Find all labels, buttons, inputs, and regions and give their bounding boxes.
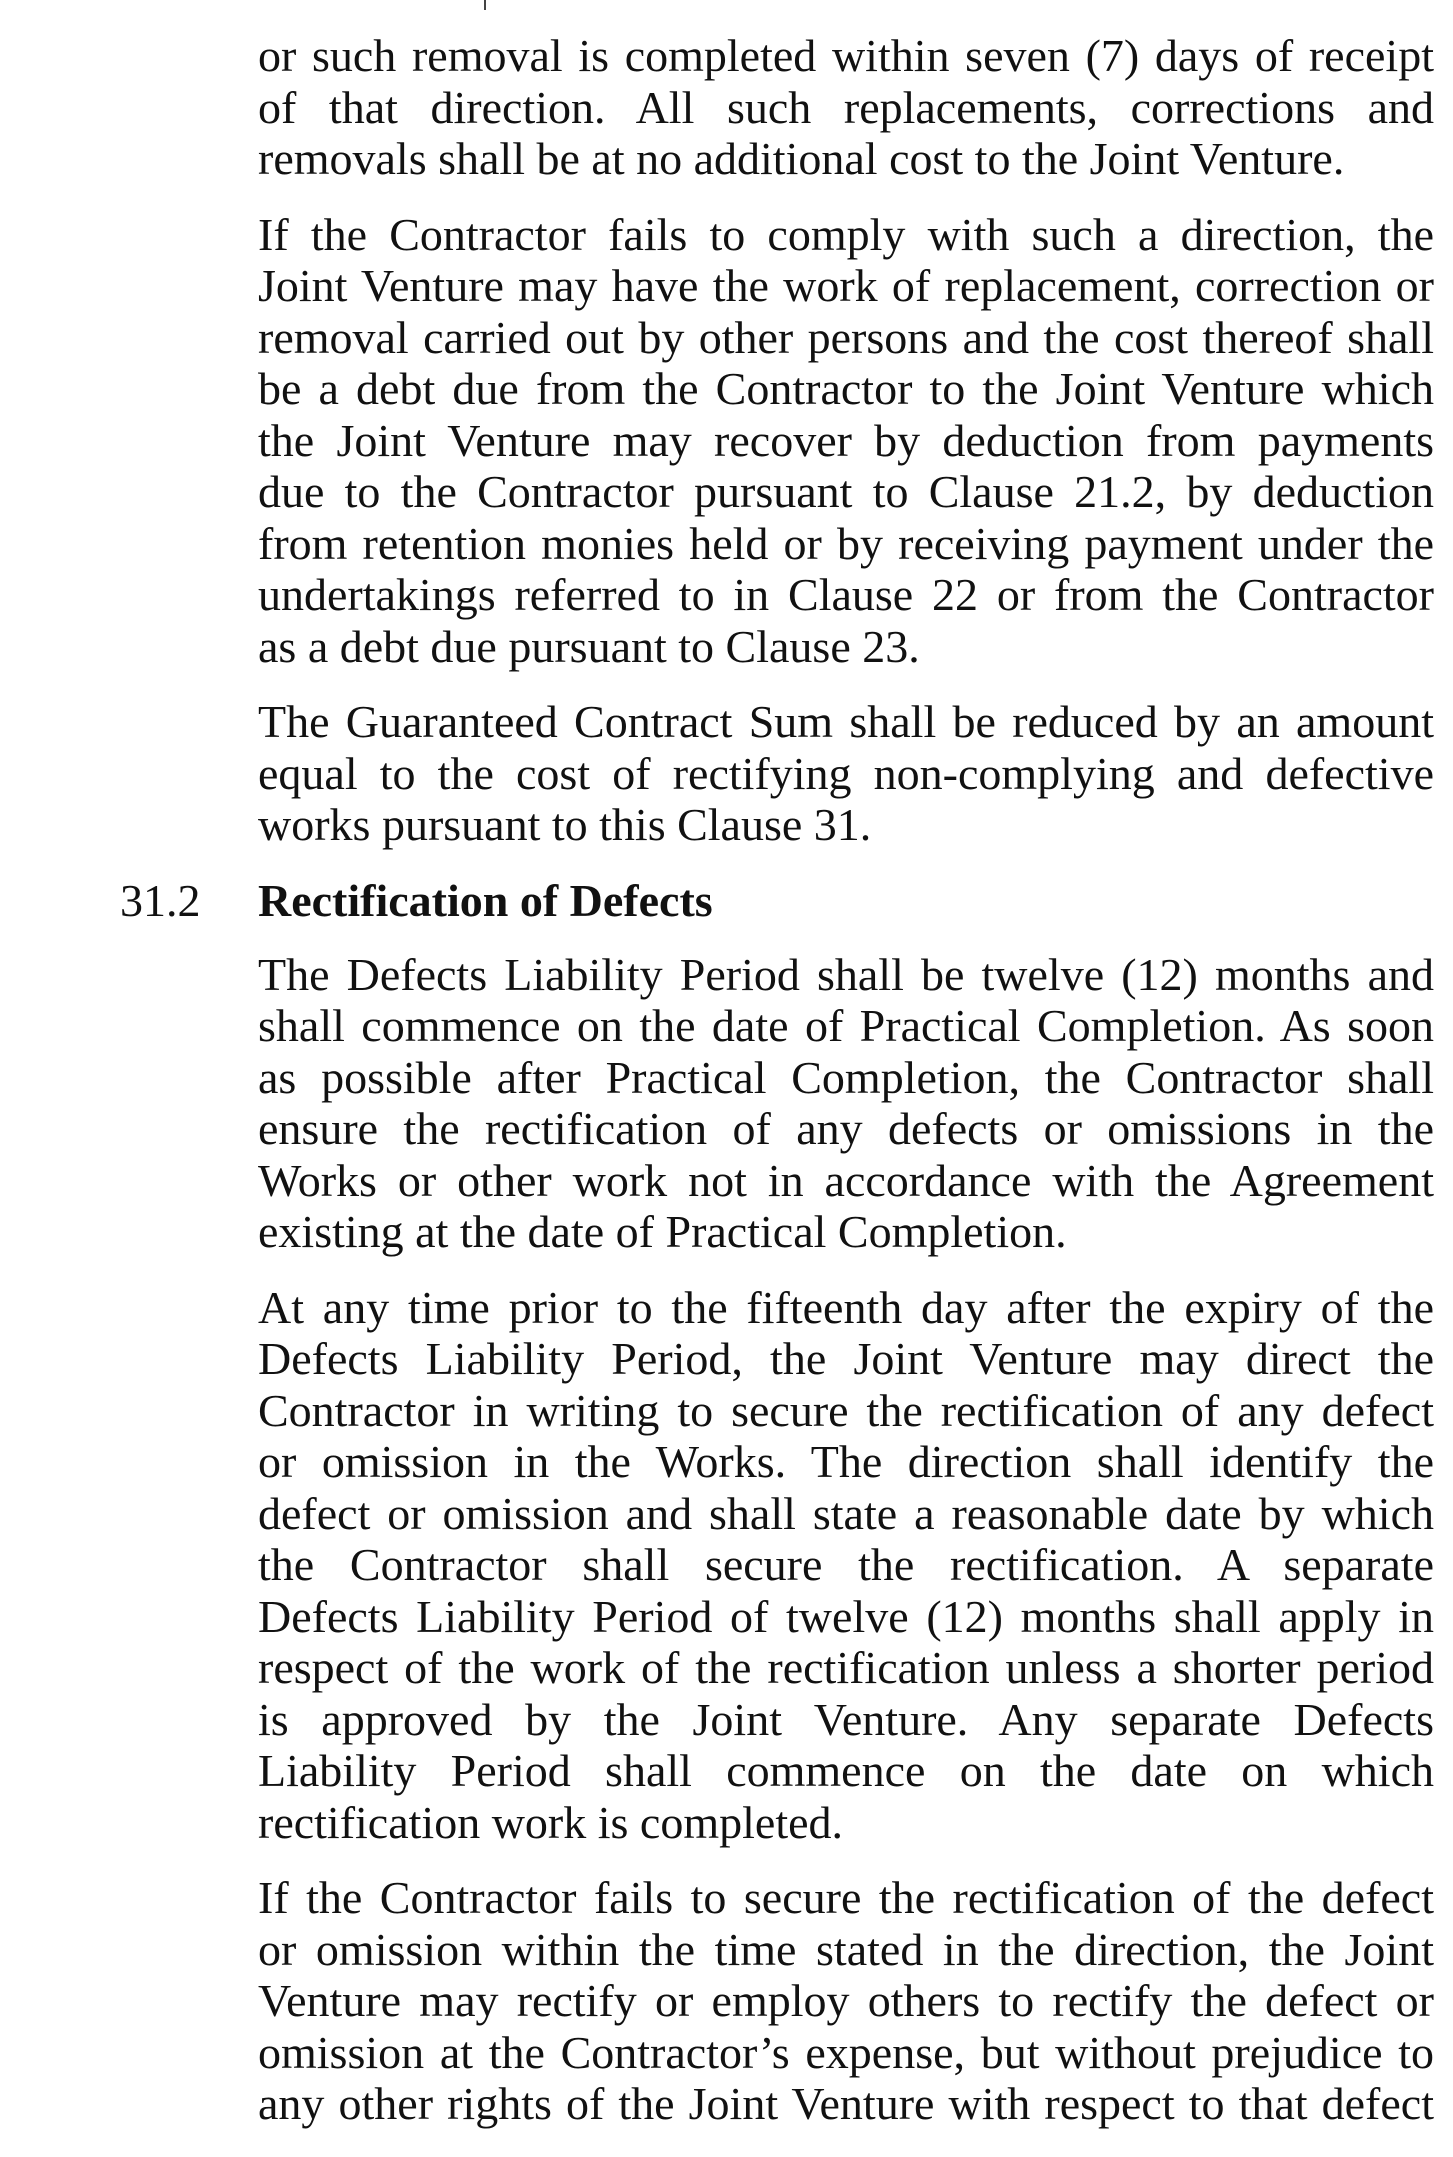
- clause-number: 31.2: [120, 874, 201, 926]
- text-line: works pursuant to this Clause 31.: [258, 799, 872, 850]
- text-line: or omission within the time stated in the direction, the Joint: [258, 1923, 1434, 1975]
- text-line: any other rights of the Joint Venture with respect to that defect: [258, 2078, 1434, 2129]
- paragraph-failure-to-comply: [258, 209, 1434, 673]
- text-line: existing at the date of Practical Completion.: [258, 1206, 1067, 1257]
- clause-title: Rectification of Defects: [258, 874, 713, 926]
- text-line: Defects Liability Period, the Joint Venture may direct the: [258, 1333, 1434, 1384]
- text-line: The Guaranteed Contract Sum shall be reduced by an amount: [258, 696, 1434, 747]
- body-column: [120, 30, 1434, 2154]
- text-line: At any time prior to the fifteenth day after the expiry of the: [258, 1281, 1434, 1333]
- paragraph-direction-to-rectify: [258, 1282, 1434, 1849]
- text-line: as possible after Practical Completion, the Contractor shall: [258, 1051, 1434, 1103]
- paragraph-contract-sum-reduction: [258, 696, 1434, 851]
- text-line: rectification work is completed.: [258, 1796, 844, 1848]
- text-line: due to the Contractor pursuant to Clause 21.2, by deduction: [258, 466, 1434, 517]
- text-line: respect of the work of the rectification unless a shorter period: [258, 1642, 1434, 1693]
- paragraph-defects-liability-period: [258, 949, 1434, 1258]
- text-line: Liability Period shall commence on the date on which: [258, 1745, 1434, 1796]
- text-line: is approved by the Joint Venture. Any separate Defects: [258, 1693, 1434, 1745]
- text-line: The Defects Liability Period shall be twelve (12) months and: [258, 948, 1434, 1000]
- text-line: equal to the cost of rectifying non-complying and defective: [258, 747, 1434, 799]
- text-line: ensure the rectification of any defects or omissions in the: [258, 1103, 1434, 1154]
- text-line: Defects Liability Period of twelve (12) months shall apply in: [258, 1590, 1434, 1642]
- text-line: Contractor in writing to secure the rectification of any defect: [258, 1384, 1434, 1436]
- text-line: removal carried out by other persons and the cost thereof shall: [258, 311, 1434, 363]
- text-line: the Joint Venture may recover by deduction from payments: [258, 414, 1434, 466]
- text-line: removals shall be at no additional cost to the Joint Venture.: [258, 133, 1345, 184]
- scan-mark: [484, 0, 486, 10]
- text-line: shall commence on the date of Practical Completion. As soon: [258, 1000, 1434, 1051]
- text-line: from retention monies held or by receiving payment under the: [258, 517, 1434, 569]
- text-line: If the Contractor fails to comply with such a direction, the: [258, 208, 1434, 260]
- clause-heading: [120, 874, 1434, 927]
- text-line: as a debt due pursuant to Clause 23.: [258, 620, 920, 672]
- text-line: of that direction. All such replacements, corrections and: [258, 81, 1434, 133]
- text-line: or omission in the Works. The direction shall identify the: [258, 1436, 1434, 1487]
- text-line: omission at the Contractor’s expense, but without prejudice to: [258, 2026, 1434, 2078]
- paragraph-failure-to-rectify: [258, 1872, 1434, 2130]
- text-line: be a debt due from the Contractor to the Joint Venture which: [258, 363, 1434, 414]
- paragraph-removal-cost: [258, 30, 1434, 185]
- text-line: the Contractor shall secure the rectification. A separate: [258, 1539, 1434, 1590]
- text-line: Joint Venture may have the work of replacement, correction or: [258, 260, 1434, 311]
- text-line: Works or other work not in accordance with the Agreement: [258, 1154, 1434, 1206]
- text-line: defect or omission and shall state a reasonable date by which: [258, 1487, 1434, 1539]
- text-line: If the Contractor fails to secure the rectification of the defect: [258, 1872, 1434, 1923]
- text-line: Venture may rectify or employ others to rectify the defect or: [258, 1975, 1434, 2026]
- text-line: or such removal is completed within seven (7) days of receipt: [258, 30, 1434, 81]
- text-line: undertakings referred to in Clause 22 or from the Contractor: [258, 569, 1434, 620]
